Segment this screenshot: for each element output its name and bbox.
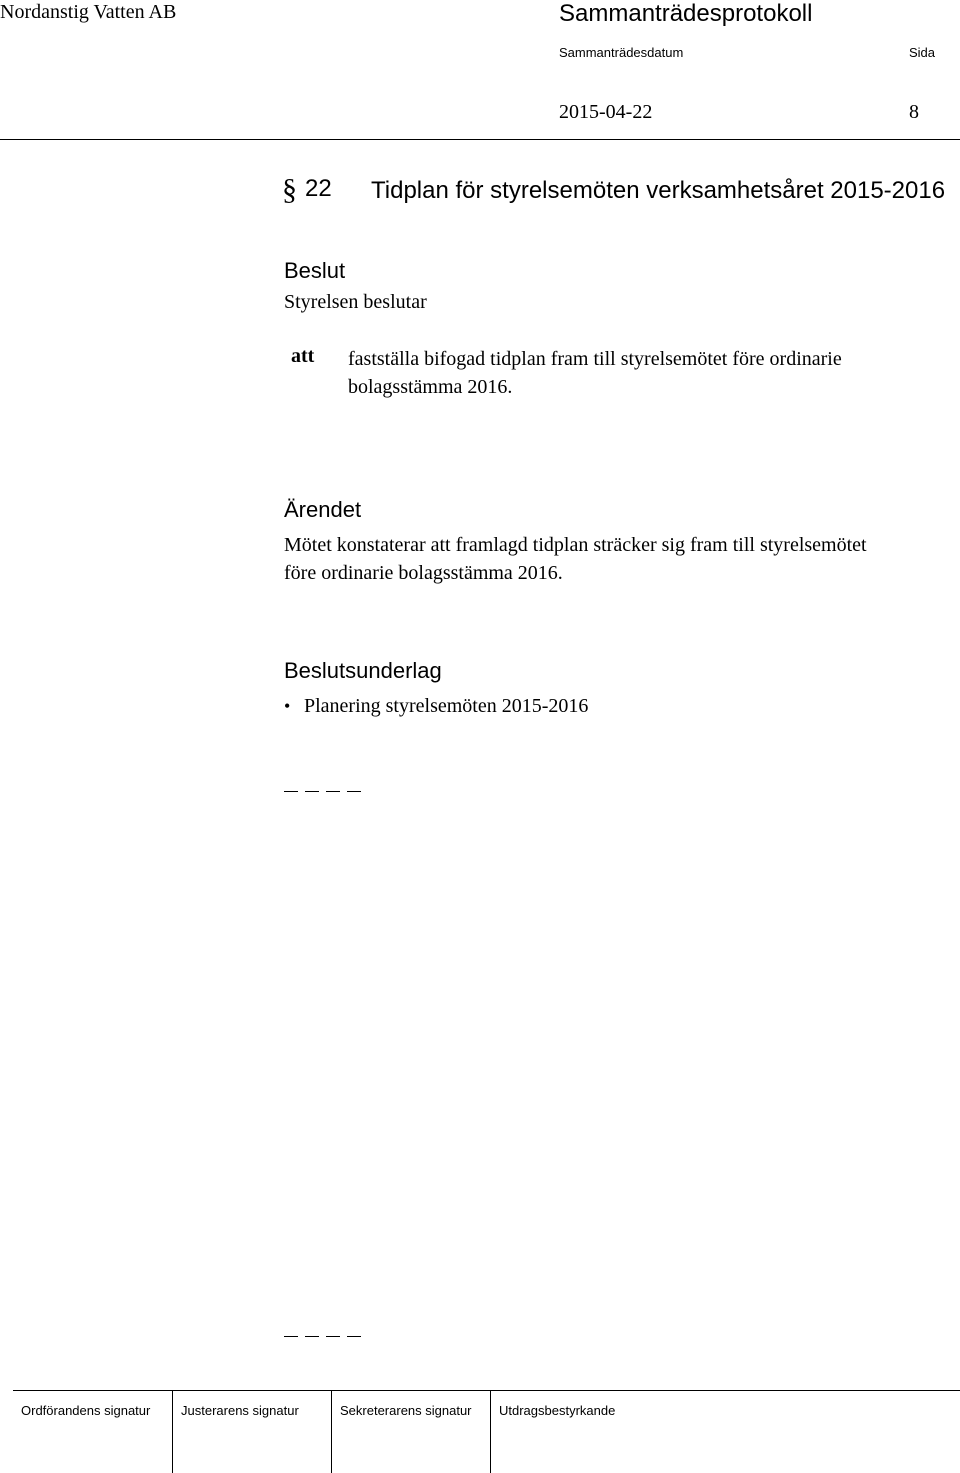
section-number: 22 (305, 175, 332, 202)
beslut-heading: Beslut (284, 258, 346, 283)
dash (284, 1336, 298, 1337)
meeting-date: 2015-04-22 (559, 101, 653, 123)
dash (347, 791, 361, 792)
arendet-text: Mötet konstaterar att framlagd tidplan sträcker sig fram till styrelsemötet före ordinarie bolagsstämma 2016. (284, 534, 867, 584)
organization-name: Nordanstig Vatten AB (0, 1, 177, 23)
list-item: Planering styrelsemöten 2015-2016 (304, 695, 589, 717)
document-title: Sammanträdesprotokoll (559, 0, 813, 27)
beslut-intro: Styrelsen beslutar (284, 291, 427, 313)
dash (326, 791, 340, 792)
dash (347, 1336, 361, 1337)
page-number: 8 (909, 101, 919, 123)
section-title: Tidplan för styrelsemöten verksamhetsåret 2015-2016 (371, 177, 946, 204)
beslut-text: fastställa bifogad tidplan fram till styrelsemötet före ordinarie bolagsstämma 2016. (348, 348, 842, 398)
dash (326, 1336, 340, 1337)
page-label: Sida (909, 45, 936, 60)
bullet-icon: • (284, 696, 291, 716)
meeting-date-label: Sammanträdesdatum (559, 45, 684, 60)
att-keyword: att (291, 345, 315, 367)
section-symbol: § (282, 173, 297, 206)
dash (284, 791, 298, 792)
signature-table (13, 1390, 960, 1473)
dash (305, 791, 319, 792)
certifier-signature-field: Utdragsbestyrkande (499, 1403, 616, 1418)
dash (305, 1336, 319, 1337)
beslutsunderlag-heading: Beslutsunderlag (284, 658, 442, 683)
arendet-heading: Ärendet (284, 497, 362, 522)
header-divider (0, 139, 960, 140)
secretary-signature-field: Sekreterarens signatur (332, 1391, 491, 1473)
chair-signature-field: Ordförandens signatur (13, 1391, 173, 1473)
adjuster-signature-field: Justerarens signatur (173, 1391, 332, 1473)
